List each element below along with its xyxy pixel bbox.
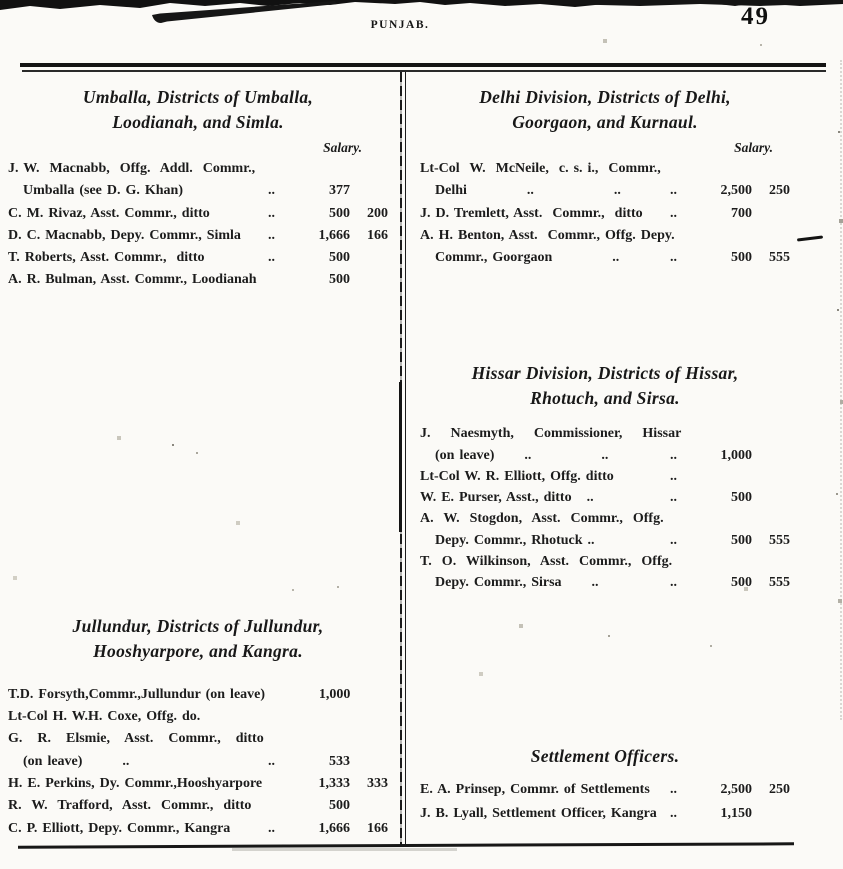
entry-text: T. O. Wilkinson, Asst. Commr., Offg. [420, 553, 673, 569]
entry-text: Depy. Commr., Sirsa .. [420, 574, 599, 590]
bottom-rule-fuzz [232, 848, 457, 851]
entry-line [420, 572, 790, 593]
section-title: Hissar Division, Districts of Hissar, [471, 363, 739, 384]
leader-space [129, 751, 264, 773]
entry-line [420, 445, 790, 466]
entry-text: R. W. Trafford, Asst. Commr., ditto [8, 798, 252, 814]
entry-text: (on leave) .. [8, 753, 130, 769]
entry-salary: 1,150 [720, 805, 752, 821]
entry-salary-extra [752, 802, 790, 826]
entry-salary [700, 158, 752, 180]
entry-dots: .. [268, 205, 275, 221]
entry-salary-extra: 166 [367, 227, 388, 243]
entry-dots [265, 684, 299, 706]
entry-line [8, 773, 388, 795]
section-title: Rhotuch, and Sirsa. [530, 388, 680, 409]
section-title: Delhi Division, Districts of Delhi, [479, 87, 731, 107]
entry-dots: .. [670, 490, 677, 506]
entry-text: C. P. Elliott, Depy. Commr., Kangra [8, 820, 231, 836]
leader-space [657, 802, 666, 826]
entry-line [8, 247, 388, 269]
entry-text: Lt-Col W. McNeile, c. s. i., Commr., [420, 161, 661, 176]
entry-salary-extra: 555 [769, 250, 790, 266]
entry-dots [264, 773, 298, 795]
entry-text: C. M. Rivaz, Asst. Commr., ditto [8, 205, 210, 221]
entry-salary-extra [350, 684, 388, 706]
entry-line [420, 247, 790, 269]
entry-dots [675, 225, 707, 247]
entry-salary [298, 728, 350, 750]
entry-salary-extra [755, 225, 790, 247]
entry-salary: 1,000 [318, 686, 351, 702]
entry-dots: .. [670, 468, 677, 484]
entry-line [8, 180, 388, 202]
entry-text: W. E. Purser, Asst., ditto .. [420, 490, 594, 506]
entry-salary-extra: 555 [769, 532, 790, 548]
column-divider-right [405, 72, 407, 846]
entry-salary-extra [350, 706, 388, 728]
entry-dots [264, 728, 298, 750]
leader-space [599, 572, 666, 593]
entry-text: Depy. Commr., Rhotuck .. [420, 532, 595, 548]
entry-salary-extra [350, 751, 388, 773]
leader-space [650, 778, 666, 802]
entry-salary: 2,500 [720, 782, 752, 798]
entry-salary [711, 423, 756, 444]
entry-text: A. W. Stogdon, Asst. Commr., Offg. [420, 511, 664, 527]
entry-line [8, 818, 388, 840]
left-column [8, 85, 388, 840]
section-umballa [8, 85, 388, 292]
entry-line [420, 778, 790, 802]
entry-salary-extra [754, 551, 790, 572]
entry-dots: .. [670, 183, 677, 199]
leader-space [595, 530, 666, 551]
entry-dots: .. [268, 250, 275, 266]
entry-salary [705, 551, 754, 572]
entry-dots: .. [670, 250, 677, 266]
entry-dots: .. [670, 805, 677, 821]
entry-salary [298, 158, 350, 180]
leader-space [594, 487, 666, 508]
entry-line [420, 225, 790, 247]
entry-dots: .. [670, 532, 677, 548]
entry-text: H. E. Perkins, Dy. Commr.,Hooshyarpore [8, 775, 263, 791]
entry-salary: 533 [329, 753, 350, 769]
entry-salary-extra [350, 269, 388, 291]
entry-salary-extra [752, 158, 790, 180]
entry-text: Commr., Goorgaon .. [420, 250, 620, 266]
entry-salary: 1,333 [318, 775, 350, 791]
entry-salary: 500 [731, 574, 752, 590]
page-number: 49 [741, 3, 770, 30]
entry-line [8, 684, 388, 706]
entry-line [8, 203, 388, 225]
entry-text: A. H. Benton, Asst. Commr., Offg. Depy. [420, 227, 675, 243]
leader-space [643, 203, 666, 225]
leader-space [255, 158, 264, 180]
section-hissar [420, 361, 790, 593]
leader-space [183, 180, 264, 202]
entry-salary-extra [350, 158, 388, 180]
entry-line [420, 466, 790, 487]
section-title: Settlement Officers. [530, 746, 680, 767]
entry-text: J. B. Lyall, Settlement Officer, Kangra [420, 805, 657, 821]
entry-salary: 500 [731, 250, 752, 266]
leader-space [621, 180, 666, 202]
entry-salary-extra: 250 [769, 782, 790, 798]
leader-space [210, 203, 264, 225]
entry-salary [706, 225, 754, 247]
entry-line [8, 225, 388, 247]
entry-dots [672, 551, 704, 572]
leader-space [251, 795, 264, 817]
entry-line [420, 551, 790, 572]
entry-salary-extra: 333 [367, 775, 388, 791]
entry-dots: .. [670, 782, 677, 798]
entry-salary-extra [757, 423, 790, 444]
running-title: PUNJAB. [370, 19, 430, 31]
entry-salary-extra: 250 [769, 183, 790, 199]
entry-line [420, 530, 790, 551]
entry-text: J. D. Tremlett, Asst. Commr., ditto [420, 205, 643, 221]
section-title: Jullundur, Districts of Jullundur, [72, 615, 324, 636]
entry-line [8, 751, 388, 773]
salary-column-label: Salary. [734, 140, 773, 155]
entry-line [420, 487, 790, 508]
entry-dots [264, 706, 298, 728]
entry-line [8, 795, 388, 817]
entry-text: T.D. Forsyth,Commr.,Jullundur (on leave) [8, 686, 266, 702]
entry-line [8, 706, 388, 728]
entry-dots: .. [268, 820, 275, 836]
entry-salary-extra: 166 [367, 820, 388, 836]
entry-line [420, 180, 790, 202]
section-jullundur [8, 614, 388, 840]
entry-text: J. Naesmyth, Commissioner, Hissar [420, 426, 682, 442]
entry-salary-extra [752, 487, 790, 508]
entry-salary: 1,000 [720, 447, 752, 463]
entry-text: (on leave) .. .. [420, 447, 609, 463]
entry-salary: 377 [329, 183, 350, 199]
entry-dots: .. [268, 753, 275, 769]
entry-text: G. R. Elsmie, Asst. Commr., ditto [8, 731, 264, 747]
entry-line [8, 728, 388, 750]
entry-salary [700, 508, 752, 529]
leader-space [608, 445, 666, 466]
leader-space [241, 225, 264, 247]
entry-salary-extra [350, 180, 388, 202]
entry-salary: 2,500 [720, 183, 752, 199]
entry-line [8, 269, 388, 291]
entry-salary: 500 [731, 532, 752, 548]
entry-dots [666, 158, 700, 180]
section-settlement-officers [420, 744, 790, 825]
entry-dots: .. [268, 183, 275, 199]
section-title: Umballa, Districts of Umballa, [82, 87, 314, 107]
entry-dots: .. [670, 205, 677, 221]
entry-line [420, 203, 790, 225]
entry-salary-extra [350, 247, 388, 269]
entry-text: E. A. Prinsep, Commr. of Settlements [420, 782, 650, 798]
entry-salary: 1,666 [318, 820, 350, 836]
entry-salary-extra [350, 728, 388, 750]
entry-text: Umballa (see D. G. Khan) [8, 183, 183, 199]
leader-space [619, 247, 666, 269]
right-column [420, 85, 790, 825]
entry-text: A. R. Bulman, Asst. Commr., Loodianah [8, 272, 257, 288]
entry-text: T. Roberts, Asst. Commr., ditto [8, 250, 205, 266]
leader-space [614, 466, 666, 487]
salary-column-label: Salary. [323, 140, 362, 155]
entry-line [420, 423, 790, 444]
entry-salary: 500 [329, 272, 350, 288]
entry-dots: .. [670, 574, 677, 590]
paper-speckles [0, 0, 2, 2]
top-rule-thin [22, 70, 826, 72]
leader-space [257, 269, 264, 291]
section-title: Loodianah, and Simla. [112, 112, 284, 132]
section-title: Hooshyarpore, and Kangra. [93, 640, 303, 661]
entry-salary-extra: 555 [769, 574, 790, 590]
entry-dots [264, 158, 298, 180]
entry-line [8, 158, 388, 180]
entry-salary-extra [752, 203, 790, 225]
leader-space [205, 247, 265, 269]
entry-salary-extra [350, 795, 388, 817]
entry-text: Lt-Col H. W.H. Coxe, Offg. do. [8, 709, 201, 725]
pen-dash-mark [797, 235, 823, 241]
section-delhi [420, 85, 790, 269]
entry-salary: 700 [731, 205, 752, 221]
entry-dots: .. [670, 447, 677, 463]
entry-dots [264, 795, 298, 817]
entry-text: D. C. Macnabb, Depy. Commr., Simla [8, 227, 241, 243]
leader-space [200, 706, 264, 728]
entry-text: Lt-Col W. R. Elliott, Offg. ditto [420, 468, 614, 484]
entry-line [420, 158, 790, 180]
entry-salary: 500 [329, 250, 350, 266]
column-divider-ink-blot [399, 382, 402, 532]
entry-salary-extra [752, 445, 790, 466]
entry-salary: 500 [329, 798, 350, 814]
entry-dots [681, 423, 711, 444]
entry-line [420, 802, 790, 826]
entry-dots [666, 508, 700, 529]
entry-text: J. W. Macnabb, Offg. Addl. Commr., [8, 161, 256, 176]
entry-salary-extra [752, 508, 790, 529]
top-rule-thick [20, 63, 826, 67]
page-edge-artifact [840, 60, 842, 720]
entry-salary: 500 [329, 205, 350, 221]
leader-space [230, 818, 264, 840]
entry-salary: 1,666 [318, 227, 350, 243]
section-title: Goorgaon, and Kurnaul. [512, 112, 698, 132]
entry-salary [700, 466, 752, 487]
entry-salary-extra: 200 [367, 205, 388, 221]
entry-dots: .. [268, 227, 275, 243]
entry-dots [264, 269, 298, 291]
entry-salary-extra [752, 466, 790, 487]
entry-salary [298, 706, 350, 728]
entry-salary: 500 [731, 490, 752, 506]
entry-text: Delhi .. .. [420, 183, 621, 199]
entry-line [420, 508, 790, 529]
